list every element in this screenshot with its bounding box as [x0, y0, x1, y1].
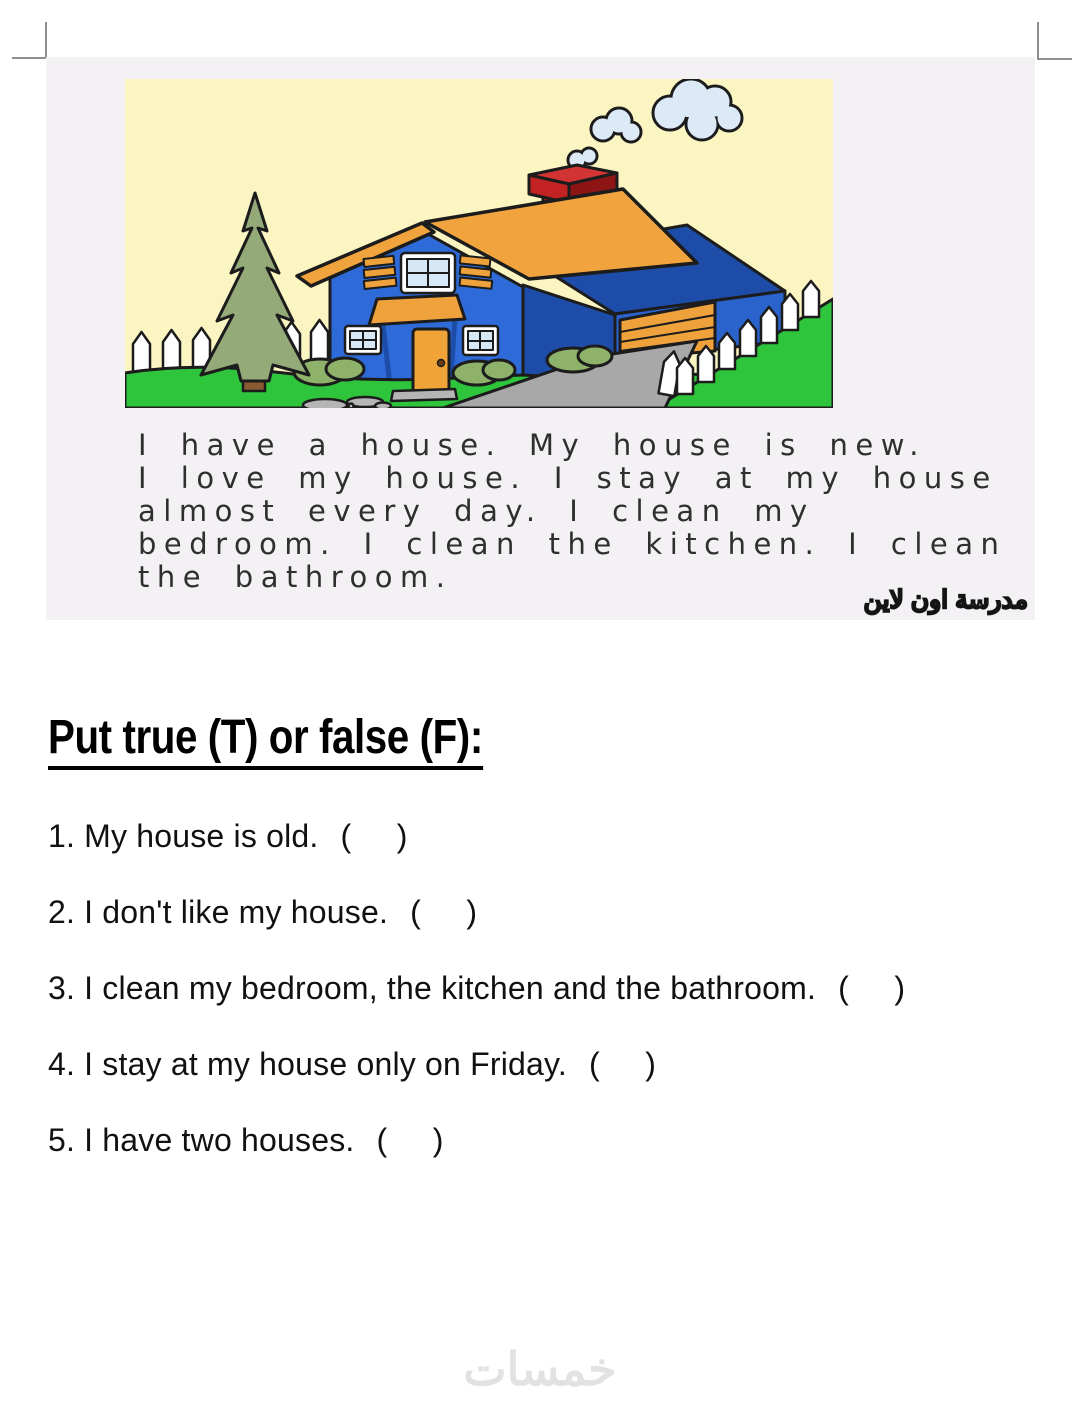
answer-brackets: ( )	[376, 1122, 446, 1158]
house-illustration	[125, 79, 833, 408]
crop-mark-top-left	[12, 22, 47, 59]
passage-line: I have a house. My house is new.	[138, 428, 926, 462]
question-text: I clean my bedroom, the kitchen and the bathroom.	[84, 970, 817, 1006]
question-row	[48, 1122, 445, 1159]
question-row	[48, 1046, 658, 1083]
question-text: I have two houses.	[84, 1122, 355, 1158]
question-row	[48, 894, 479, 931]
answer-brackets: ( )	[410, 894, 479, 930]
question-number: 5.	[48, 1122, 76, 1158]
question-number: 4.	[48, 1046, 76, 1082]
question-text: I don't like my house.	[84, 894, 389, 930]
question-number: 3.	[48, 970, 76, 1006]
passage-line: almost every day. I clean my	[138, 494, 815, 528]
small-window-left	[345, 326, 381, 354]
reading-passage	[138, 429, 1038, 594]
answer-brackets: ( )	[838, 970, 907, 1006]
answer-brackets: ( )	[588, 1046, 658, 1082]
upper-window	[362, 253, 495, 293]
footer-watermark: خمسات	[463, 1343, 617, 1395]
question-row	[48, 970, 907, 1007]
question-text: I stay at my house only on Friday.	[84, 1046, 567, 1082]
question-number: 2.	[48, 894, 76, 930]
question-text: My house is old.	[84, 818, 319, 854]
passage-line: bedroom. I clean the kitchen. I clean	[138, 527, 1007, 561]
school-watermark: مدرسة اون لاين	[863, 586, 1028, 614]
question-row	[48, 818, 409, 855]
front-door	[413, 329, 449, 393]
worksheet-panel	[46, 57, 1035, 620]
exercise-heading: Put true (T) or false (F):	[48, 710, 483, 770]
answer-brackets: ( )	[340, 818, 410, 854]
small-window-right	[463, 326, 498, 355]
question-number: 1.	[48, 818, 76, 854]
crop-mark-top-right	[1037, 22, 1072, 60]
passage-line: I love my house. I stay at my house	[138, 461, 998, 495]
passage-line: the bathroom.	[138, 560, 453, 594]
